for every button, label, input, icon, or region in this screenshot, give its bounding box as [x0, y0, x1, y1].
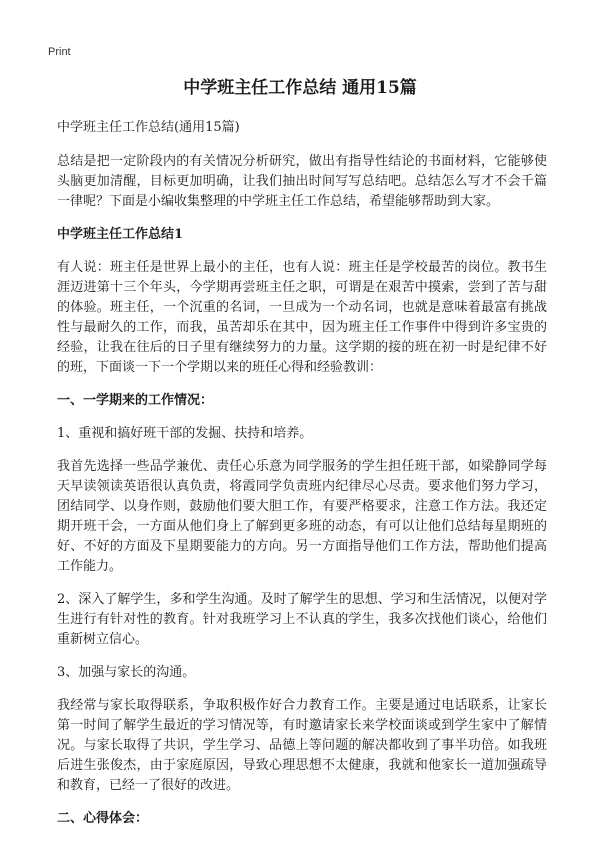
list-item-1: 1、重视和搞好班干部的发掘、扶持和培养。 [57, 426, 313, 441]
print-link[interactable]: Print [48, 46, 71, 58]
article-body [57, 118, 547, 842]
list-item-2: 2、深入了解学生，多和学生沟通。及时了解学生的思想、学习和生活情况，以便对学生进行有针对性的教育。针对我班学习上不认真的学生，我多次找他们谈心，给他们重新树立信心。 [57, 592, 547, 647]
page-title: 中学班主任工作总结 通用15篇 [183, 78, 417, 98]
paragraph-1: 有人说：班主任是世界上最小的主任，也有人说：班主任是学校最苦的岗位。教书生涯迈进第十三个年头，今学期再尝班主任之职，可谓是在艰苦中摸索，尝到了苦与甜的体验。班主任，一个沉重的名词，一旦成为一个动名词，也就是意味着最富有挑战性与最耐久的工作，而我，虽苦却乐在其中，因为班主任工作事件中得到许多宝贵的经验，让我在往后的日子里有继续努力的力量。这学期的接的班在初一时是纪律不好的班，下面谈一下一个学期以来的班任心得和经验教训： [57, 260, 547, 375]
section-heading: 中学班主任工作总结1 [57, 227, 184, 242]
list-item-3: 3、加强与家长的沟通。 [57, 665, 196, 680]
subheading-1: 一、一学期来的工作情况： [57, 393, 214, 408]
article-subtitle: 中学班主任工作总结(通用15篇) [57, 120, 240, 135]
paragraph-3: 我经常与家长取得联系，争取积极作好合力教育工作。主要是通过电话联系，让家长第一时间了解学生最近的学习情况等，有时邀请家长来学校面谈或到学生家中了解情况。与家长取得了共识，学生学习、品德上等问题的解决都收到了事半功倍。如我班后进生张俊杰，由于家庭原因，导致心理思想不太健康，我就和他家长一道加强疏导和教育，已经一了很好的改进。 [57, 698, 547, 793]
intro-paragraph: 总结是把一定阶段内的有关情况分析研究，做出有指导性结论的书面材料，它能够使头脑更加清醒，目标更加明确，让我们抽出时间写写总结吧。总结怎么写才不会千篇一律呢？下面是小编收集整理的中学班主任工作总结，希望能够帮助到大家。 [57, 154, 547, 209]
subheading-2: 二、心得体会： [57, 811, 149, 826]
paragraph-2: 我首先选择一些品学兼优、责任心乐意为同学服务的学生担任班干部，如梁静同学每天早读领读英语很认真负责，将霞同学负责班内纪律尽心尽责。要求他们努力学习，团结同学、以身作则，鼓励他们要大胆工作，有要严格要求，注意工作方法。我还定期开班干会，一方面从他们身上了解到更多班的动态，有可以让他们总结每星期班的好、不好的方面及下星期要能力的方向。另一方面指导他们工作方法，帮助他们提高工作能力。 [57, 459, 547, 574]
